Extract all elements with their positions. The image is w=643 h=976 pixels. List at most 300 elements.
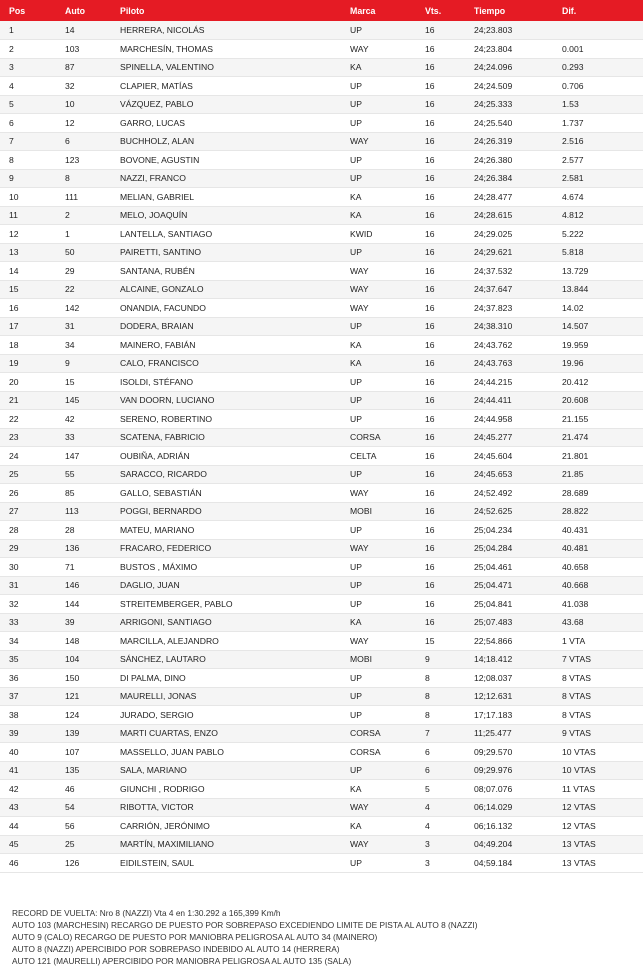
cell-auto: 121 [56,687,111,706]
cell-piloto: PAIRETTI, SANTINO [111,243,341,262]
cell-tiempo: 12;08.037 [465,669,553,688]
cell-tiempo: 06;14.029 [465,798,553,817]
cell-vts: 8 [416,706,465,725]
cell-dif: 40.481 [553,539,643,558]
cell-marca: UP [341,169,416,188]
cell-dif: 40.668 [553,576,643,595]
cell-tiempo: 09;29.976 [465,761,553,780]
cell-tiempo: 24;29.621 [465,243,553,262]
cell-vts: 16 [416,188,465,207]
cell-dif: 13.729 [553,262,643,281]
header-marca: Marca [341,0,416,21]
cell-piloto: VAN DOORN, LUCIANO [111,391,341,410]
cell-dif: 1.737 [553,114,643,133]
cell-pos: 18 [0,336,56,355]
cell-marca: WAY [341,632,416,651]
cell-pos: 5 [0,95,56,114]
cell-vts: 16 [416,502,465,521]
cell-pos: 14 [0,262,56,281]
table-row [0,595,643,614]
cell-pos: 20 [0,373,56,392]
header-tiempo: Tiempo [465,0,553,21]
cell-tiempo: 24;29.025 [465,225,553,244]
cell-marca: KA [341,354,416,373]
cell-piloto: CALO, FRANCISCO [111,354,341,373]
cell-dif: 14.507 [553,317,643,336]
cell-marca: UP [341,687,416,706]
cell-pos: 44 [0,817,56,836]
table-row [0,724,643,743]
table-row [0,447,643,466]
cell-piloto: SÁNCHEZ, LAUTARO [111,650,341,669]
cell-tiempo: 12;12.631 [465,687,553,706]
cell-dif: 12 VTAS [553,798,643,817]
cell-auto: 87 [56,58,111,77]
cell-auto: 150 [56,669,111,688]
table-row [0,21,643,40]
cell-dif: 0.001 [553,40,643,59]
cell-auto: 146 [56,576,111,595]
cell-marca: UP [341,317,416,336]
table-row [0,669,643,688]
table-row [0,95,643,114]
cell-vts: 6 [416,761,465,780]
cell-dif: 2.516 [553,132,643,151]
cell-piloto: BOVONE, AGUSTIN [111,151,341,170]
cell-piloto: SANTANA, RUBÉN [111,262,341,281]
cell-auto: 123 [56,151,111,170]
table-row [0,613,643,632]
cell-vts: 16 [416,484,465,503]
cell-vts: 4 [416,798,465,817]
cell-pos: 1 [0,21,56,40]
cell-auto: 148 [56,632,111,651]
cell-tiempo: 24;28.615 [465,206,553,225]
cell-dif: 13 VTAS [553,854,643,873]
cell-vts: 16 [416,206,465,225]
cell-pos: 43 [0,798,56,817]
cell-tiempo: 24;44.215 [465,373,553,392]
cell-auto: 111 [56,188,111,207]
cell-dif: 21.474 [553,428,643,447]
cell-marca: UP [341,761,416,780]
race-notes [12,907,478,967]
cell-vts: 16 [416,354,465,373]
cell-tiempo: 24;25.540 [465,114,553,133]
cell-piloto: GARRO, LUCAS [111,114,341,133]
cell-vts: 16 [416,151,465,170]
cell-marca: MOBI [341,650,416,669]
cell-marca: UP [341,21,416,40]
cell-piloto: MELO, JOAQUÍN [111,206,341,225]
cell-piloto: MELIAN, GABRIEL [111,188,341,207]
cell-tiempo: 24;44.411 [465,391,553,410]
cell-dif: 13 VTAS [553,835,643,854]
cell-vts: 7 [416,724,465,743]
cell-vts: 16 [416,243,465,262]
cell-marca: KA [341,58,416,77]
header-vts: Vts. [416,0,465,21]
cell-piloto: ONANDIA, FACUNDO [111,299,341,318]
cell-tiempo: 24;45.277 [465,428,553,447]
table-row [0,262,643,281]
cell-marca: UP [341,595,416,614]
cell-tiempo: 24;43.762 [465,336,553,355]
cell-vts: 16 [416,410,465,429]
cell-auto: 144 [56,595,111,614]
cell-auto: 46 [56,780,111,799]
cell-piloto: NAZZI, FRANCO [111,169,341,188]
cell-tiempo: 24;26.384 [465,169,553,188]
cell-pos: 15 [0,280,56,299]
cell-marca: UP [341,243,416,262]
table-row [0,502,643,521]
cell-tiempo: 25;04.461 [465,558,553,577]
cell-pos: 42 [0,780,56,799]
note-line: AUTO 9 (CALO) RECARGO DE PUESTO POR MANIOBRA PELIGROSA AL AUTO 34 (MAINERO) [12,932,378,942]
table-row [0,225,643,244]
cell-piloto: DAGLIO, JUAN [111,576,341,595]
cell-pos: 46 [0,854,56,873]
cell-dif: 20.412 [553,373,643,392]
table-row [0,58,643,77]
cell-marca: WAY [341,299,416,318]
cell-marca: UP [341,373,416,392]
cell-marca: KA [341,817,416,836]
cell-pos: 39 [0,724,56,743]
cell-pos: 30 [0,558,56,577]
table-row [0,151,643,170]
cell-tiempo: 14;18.412 [465,650,553,669]
cell-vts: 16 [416,169,465,188]
cell-marca: UP [341,706,416,725]
cell-tiempo: 24;37.823 [465,299,553,318]
cell-piloto: RIBOTTA, VICTOR [111,798,341,817]
cell-vts: 16 [416,447,465,466]
cell-marca: WAY [341,280,416,299]
cell-marca: KA [341,613,416,632]
cell-dif: 1.53 [553,95,643,114]
cell-piloto: POGGI, BERNARDO [111,502,341,521]
table-row [0,299,643,318]
cell-piloto: SARACCO, RICARDO [111,465,341,484]
cell-piloto: CARRIÓN, JERÓNIMO [111,817,341,836]
cell-tiempo: 25;07.483 [465,613,553,632]
cell-pos: 35 [0,650,56,669]
cell-pos: 6 [0,114,56,133]
note-line: AUTO 121 (MAURELLI) APERCIBIDO POR MANIOBRA PELIGROSA AL AUTO 135 (SALA) [12,956,352,966]
cell-vts: 6 [416,743,465,762]
cell-marca: UP [341,410,416,429]
cell-piloto: MATEU, MARIANO [111,521,341,540]
cell-pos: 27 [0,502,56,521]
cell-auto: 8 [56,169,111,188]
cell-pos: 22 [0,410,56,429]
cell-pos: 10 [0,188,56,207]
cell-auto: 71 [56,558,111,577]
cell-dif: 1 VTA [553,632,643,651]
cell-dif: 12 VTAS [553,817,643,836]
cell-auto: 9 [56,354,111,373]
cell-marca: KA [341,336,416,355]
cell-tiempo: 24;44.958 [465,410,553,429]
cell-pos: 16 [0,299,56,318]
cell-marca: CORSA [341,743,416,762]
cell-dif: 4.812 [553,206,643,225]
cell-auto: 104 [56,650,111,669]
cell-dif: 2.581 [553,169,643,188]
cell-dif: 4.674 [553,188,643,207]
cell-vts: 16 [416,521,465,540]
cell-piloto: MARCILLA, ALEJANDRO [111,632,341,651]
table-header [0,0,643,21]
cell-auto: 42 [56,410,111,429]
cell-dif: 13.844 [553,280,643,299]
cell-auto: 135 [56,761,111,780]
cell-dif: 19.959 [553,336,643,355]
cell-vts: 16 [416,21,465,40]
cell-pos: 4 [0,77,56,96]
table-row [0,114,643,133]
cell-pos: 31 [0,576,56,595]
table-row [0,743,643,762]
table-row [0,780,643,799]
cell-tiempo: 24;26.319 [465,132,553,151]
cell-vts: 16 [416,317,465,336]
cell-tiempo: 24;45.653 [465,465,553,484]
cell-pos: 45 [0,835,56,854]
table-row [0,558,643,577]
cell-pos: 34 [0,632,56,651]
cell-tiempo: 24;24.509 [465,77,553,96]
cell-dif: 21.801 [553,447,643,466]
cell-piloto: SPINELLA, VALENTINO [111,58,341,77]
note-line: AUTO 8 (NAZZI) APERCIBIDO POR SOBREPASO INDEBIDO AL AUTO 14 (HERRERA) [12,944,340,954]
cell-auto: 32 [56,77,111,96]
cell-dif: 28.822 [553,502,643,521]
cell-dif: 0.293 [553,58,643,77]
cell-marca: KA [341,206,416,225]
table-row [0,484,643,503]
table-row [0,391,643,410]
cell-pos: 29 [0,539,56,558]
table-row [0,706,643,725]
cell-marca: UP [341,521,416,540]
cell-auto: 22 [56,280,111,299]
cell-marca: CELTA [341,447,416,466]
cell-pos: 24 [0,447,56,466]
cell-piloto: HERRERA, NICOLÁS [111,21,341,40]
cell-dif: 19.96 [553,354,643,373]
cell-pos: 37 [0,687,56,706]
cell-pos: 9 [0,169,56,188]
cell-auto: 56 [56,817,111,836]
cell-dif: 11 VTAS [553,780,643,799]
cell-piloto: CLAPIER, MATÍAS [111,77,341,96]
table-row [0,465,643,484]
cell-tiempo: 24;26.380 [465,151,553,170]
table-row [0,632,643,651]
cell-auto: 103 [56,40,111,59]
cell-dif: 14.02 [553,299,643,318]
cell-piloto: STREITEMBERGER, PABLO [111,595,341,614]
cell-piloto: EIDILSTEIN, SAUL [111,854,341,873]
cell-vts: 15 [416,632,465,651]
cell-auto: 139 [56,724,111,743]
table-row [0,576,643,595]
table-row [0,539,643,558]
cell-vts: 16 [416,262,465,281]
cell-marca: WAY [341,262,416,281]
cell-vts: 16 [416,77,465,96]
cell-piloto: SERENO, ROBERTINO [111,410,341,429]
cell-auto: 34 [56,336,111,355]
cell-auto: 28 [56,521,111,540]
header-dif: Dif. [553,0,643,21]
note-line: AUTO 103 (MARCHESIN) RECARGO DE PUESTO POR SOBREPASO EXCEDIENDO LIMITE DE PISTA AL AUTO 8 (NAZZI) [12,920,478,930]
cell-piloto: VÁZQUEZ, PABLO [111,95,341,114]
cell-marca: WAY [341,484,416,503]
cell-marca: WAY [341,798,416,817]
cell-auto: 12 [56,114,111,133]
cell-tiempo: 22;54.866 [465,632,553,651]
cell-dif: 0.706 [553,77,643,96]
table-row [0,169,643,188]
cell-piloto: GALLO, SEBASTIÁN [111,484,341,503]
cell-tiempo: 25;04.234 [465,521,553,540]
cell-vts: 9 [416,650,465,669]
cell-tiempo: 09;29.570 [465,743,553,762]
cell-piloto: ARRIGONI, SANTIAGO [111,613,341,632]
cell-vts: 16 [416,558,465,577]
cell-vts: 16 [416,58,465,77]
cell-auto: 147 [56,447,111,466]
table-row [0,687,643,706]
cell-pos: 38 [0,706,56,725]
cell-auto: 25 [56,835,111,854]
cell-dif: 43.68 [553,613,643,632]
cell-marca: MOBI [341,502,416,521]
cell-auto: 10 [56,95,111,114]
cell-tiempo: 06;16.132 [465,817,553,836]
cell-vts: 8 [416,687,465,706]
cell-vts: 3 [416,854,465,873]
cell-piloto: DODERA, BRAIAN [111,317,341,336]
cell-marca: UP [341,95,416,114]
table-row [0,835,643,854]
cell-auto: 2 [56,206,111,225]
cell-tiempo: 24;23.803 [465,21,553,40]
table-row [0,243,643,262]
cell-dif: 40.431 [553,521,643,540]
cell-vts: 8 [416,669,465,688]
cell-piloto: MAURELLI, JONAS [111,687,341,706]
cell-pos: 17 [0,317,56,336]
cell-pos: 3 [0,58,56,77]
cell-tiempo: 24;45.604 [465,447,553,466]
cell-dif: 28.689 [553,484,643,503]
table-row [0,854,643,873]
cell-piloto: JURADO, SERGIO [111,706,341,725]
cell-auto: 39 [56,613,111,632]
cell-piloto: SCATENA, FABRICIO [111,428,341,447]
table-row [0,336,643,355]
cell-auto: 31 [56,317,111,336]
table-row [0,317,643,336]
cell-vts: 16 [416,539,465,558]
cell-vts: 16 [416,391,465,410]
cell-pos: 32 [0,595,56,614]
cell-piloto: ISOLDI, STÉFANO [111,373,341,392]
cell-vts: 16 [416,428,465,447]
cell-vts: 16 [416,40,465,59]
cell-dif: 8 VTAS [553,687,643,706]
cell-pos: 12 [0,225,56,244]
cell-marca: CORSA [341,724,416,743]
cell-tiempo: 24;25.333 [465,95,553,114]
cell-marca: UP [341,114,416,133]
cell-dif: 41.038 [553,595,643,614]
cell-tiempo: 24;28.477 [465,188,553,207]
cell-dif: 8 VTAS [553,669,643,688]
cell-tiempo: 25;04.841 [465,595,553,614]
table-row [0,428,643,447]
cell-pos: 13 [0,243,56,262]
cell-auto: 15 [56,373,111,392]
cell-dif: 5.222 [553,225,643,244]
cell-pos: 7 [0,132,56,151]
table-row [0,206,643,225]
cell-vts: 16 [416,114,465,133]
cell-piloto: LANTELLA, SANTIAGO [111,225,341,244]
cell-vts: 16 [416,336,465,355]
cell-marca: UP [341,576,416,595]
cell-tiempo: 24;24.096 [465,58,553,77]
cell-dif: 21.85 [553,465,643,484]
cell-vts: 16 [416,613,465,632]
cell-piloto: GIUNCHI , RODRIGO [111,780,341,799]
cell-marca: UP [341,558,416,577]
cell-auto: 136 [56,539,111,558]
cell-piloto: BUSTOS , MÁXIMO [111,558,341,577]
cell-marca: KA [341,188,416,207]
cell-pos: 25 [0,465,56,484]
cell-tiempo: 25;04.284 [465,539,553,558]
cell-marca: CORSA [341,428,416,447]
cell-marca: WAY [341,40,416,59]
cell-piloto: BUCHHOLZ, ALAN [111,132,341,151]
cell-dif: 8 VTAS [553,706,643,725]
cell-marca: UP [341,391,416,410]
cell-tiempo: 24;52.625 [465,502,553,521]
cell-auto: 85 [56,484,111,503]
cell-piloto: MARTI CUARTAS, ENZO [111,724,341,743]
cell-dif: 5.818 [553,243,643,262]
cell-pos: 40 [0,743,56,762]
table-row [0,373,643,392]
table-row [0,40,643,59]
header-piloto: Piloto [111,0,341,21]
cell-tiempo: 04;59.184 [465,854,553,873]
cell-pos: 11 [0,206,56,225]
cell-piloto: MARCHESÍN, THOMAS [111,40,341,59]
cell-marca: UP [341,77,416,96]
cell-auto: 124 [56,706,111,725]
cell-piloto: MAINERO, FABIÁN [111,336,341,355]
cell-tiempo: 24;43.763 [465,354,553,373]
cell-pos: 41 [0,761,56,780]
cell-marca: KA [341,780,416,799]
